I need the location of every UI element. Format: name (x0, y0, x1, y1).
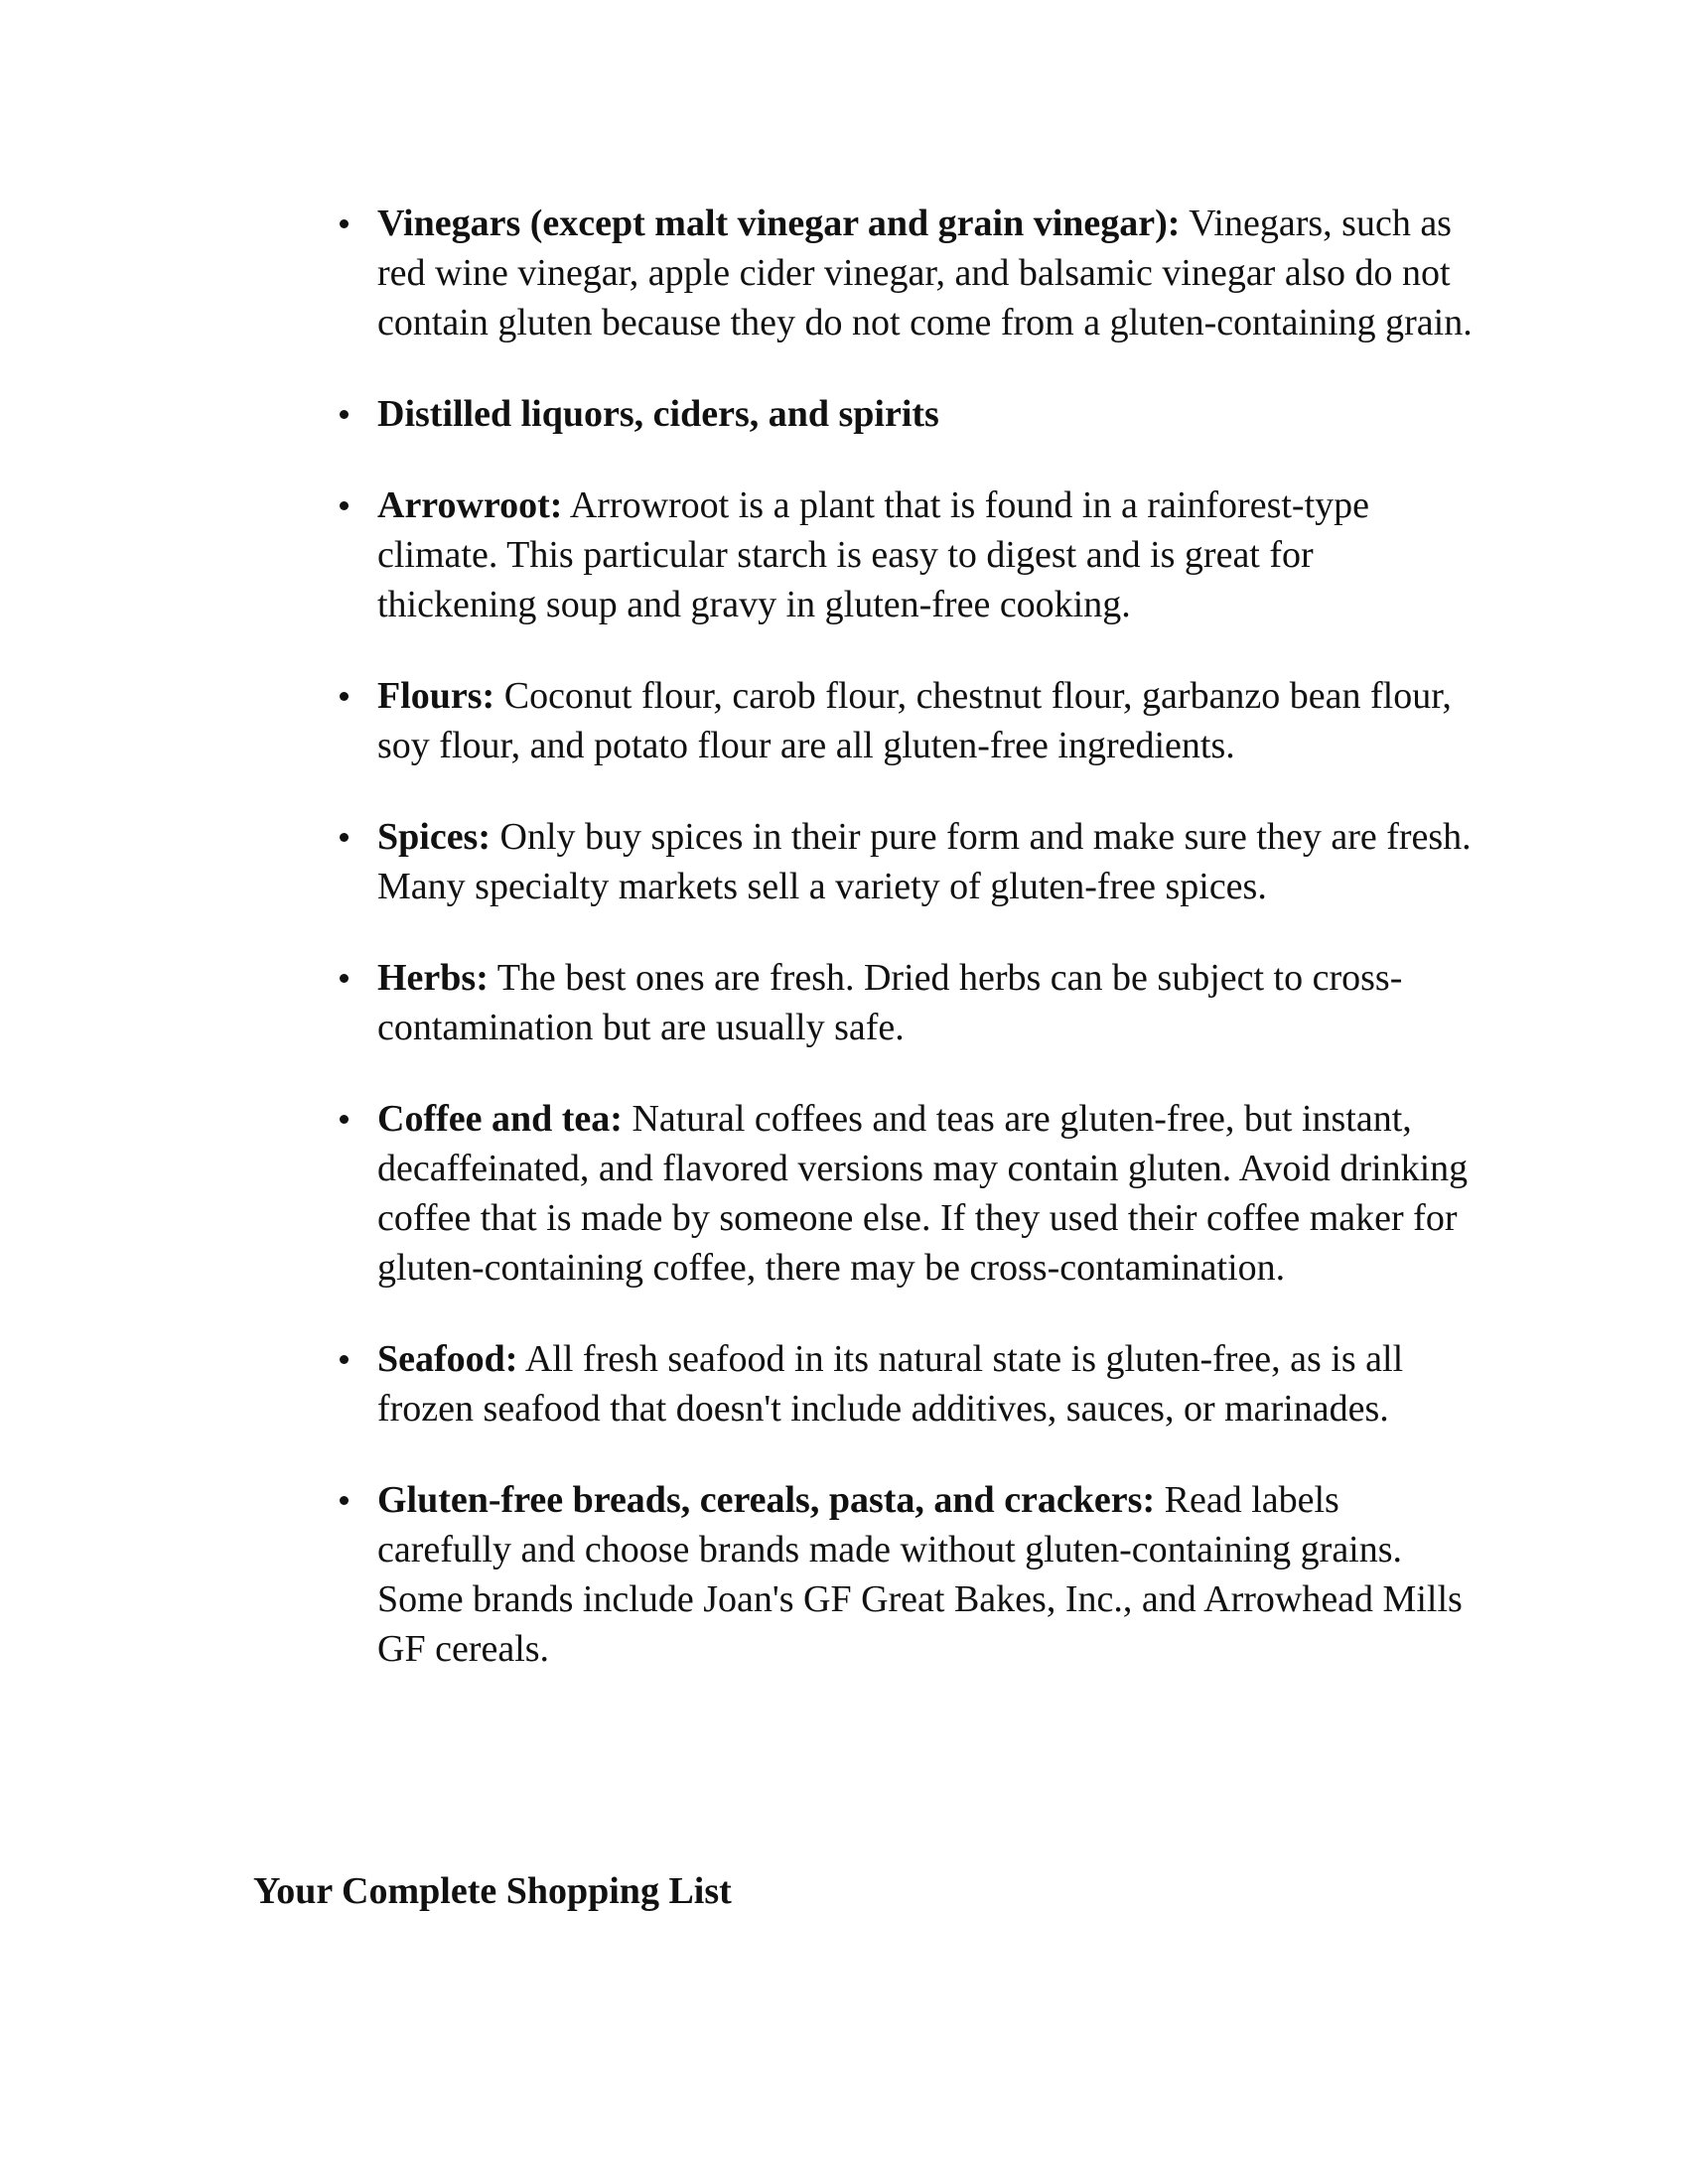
list-item-breads (377, 1475, 1479, 1674)
bullet-icon (340, 219, 349, 228)
item-text: Vinegars, such as red wine vinegar, apple cider vinegar, and balsamic vinegar also do not contain gluten because they do not come from a gluten-containing grain. (377, 203, 1473, 343)
item-text: Coconut flour, carob flour, chestnut flour, garbanzo bean flour, soy flour, and potato flour are all gluten-free ingredients. (377, 675, 1452, 766)
item-text: Natural coffees and teas are gluten-free, but instant, decaffeinated, and flavored versions may contain gluten. Avoid drinking coffee that is made by someone else. If they used their coffee maker for gluten-containing coffee, there may be cross-contamination. (377, 1098, 1469, 1289)
bullet-icon (340, 1496, 349, 1505)
item-term: Flours: (377, 675, 495, 717)
food-list (377, 199, 1479, 1715)
item-term: Herbs: (377, 957, 489, 999)
bullet-icon (340, 833, 349, 842)
item-text: Only buy spices in their pure form and make sure they are fresh. Many specialty markets sell a variety of gluten-free spices. (377, 816, 1472, 907)
section-heading: Your Complete Shopping List (253, 1870, 732, 1912)
bullet-icon (340, 501, 349, 510)
bullet-icon (340, 692, 349, 701)
bullet-icon (340, 1115, 349, 1124)
item-term: Coffee and tea: (377, 1098, 623, 1140)
list-item-vinegars (377, 199, 1479, 347)
bullet-icon (340, 410, 349, 419)
item-text: The best ones are fresh. Dried herbs can be subject to cross-contamination but are usually safe. (377, 957, 1403, 1048)
bullet-icon (340, 974, 349, 983)
list-item-spices (377, 812, 1479, 911)
list-item-arrowroot (377, 480, 1479, 629)
item-term: Arrowroot: (377, 484, 563, 526)
list-item-flours (377, 671, 1479, 770)
list-item-coffee-tea (377, 1094, 1479, 1293)
list-item-seafood (377, 1334, 1479, 1433)
item-text: All fresh seafood in its natural state is gluten-free, as is all frozen seafood that doesn't include additives, sauces, or marinades. (377, 1338, 1404, 1430)
item-term: Spices: (377, 816, 491, 858)
item-term: Vinegars (except malt vinegar and grain vinegar): (377, 203, 1181, 244)
list-item-distilled-liquors (377, 389, 1479, 439)
item-term: Seafood: (377, 1338, 518, 1380)
item-text: Arrowroot is a plant that is found in a rainforest-type climate. This particular starch is easy to digest and is great for thickening soup and gravy in gluten-free cooking. (377, 484, 1370, 625)
item-term: Gluten-free breads, cereals, pasta, and crackers: (377, 1479, 1156, 1521)
item-text: Read labels carefully and choose brands made without gluten-containing grains. Some brands include Joan's GF Great Bakes, Inc., and Arrowhead Mills GF cereals. (377, 1479, 1463, 1670)
item-term: Distilled liquors, ciders, and spirits (377, 393, 939, 435)
list-item-herbs (377, 953, 1479, 1052)
bullet-icon (340, 1355, 349, 1364)
